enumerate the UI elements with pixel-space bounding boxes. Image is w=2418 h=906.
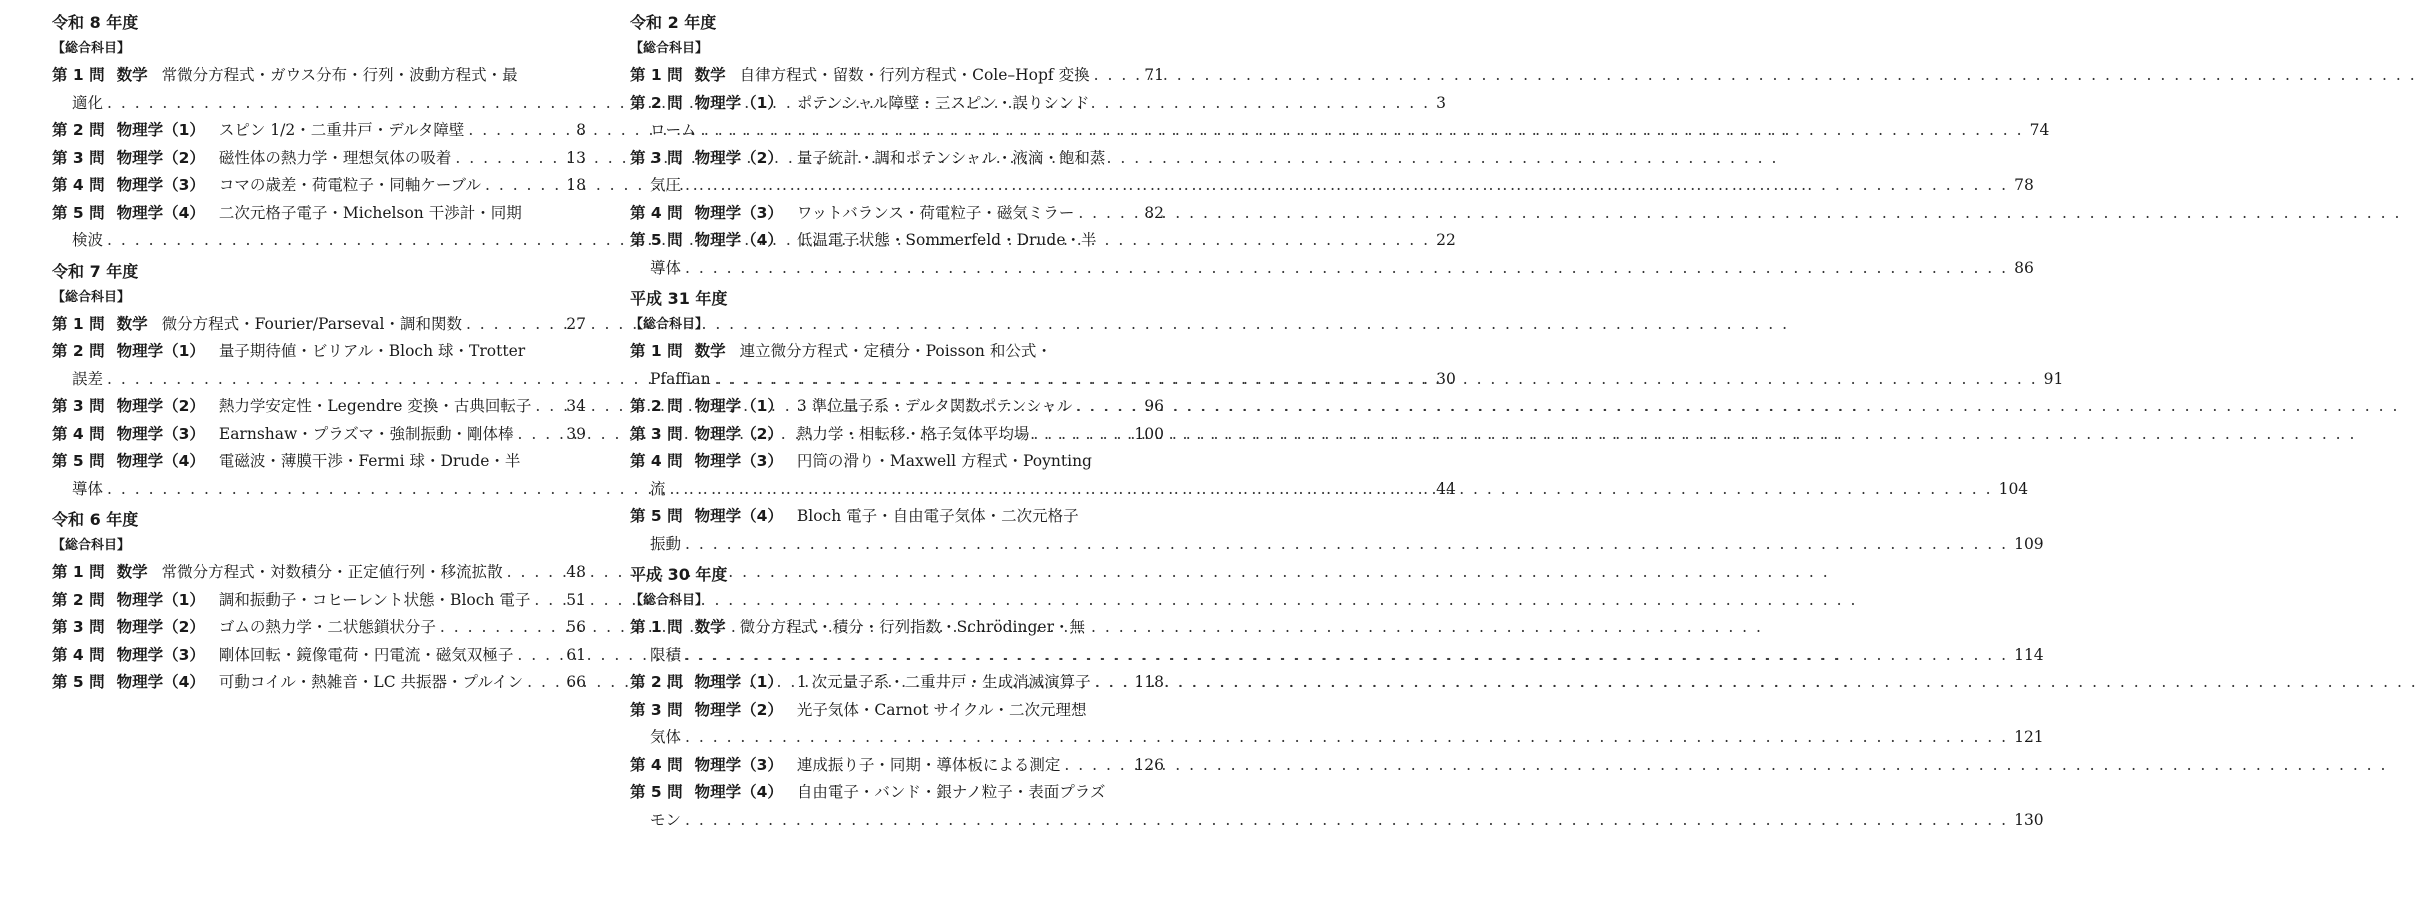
topic-text: 3 準位量子系・デルタ関数ポテンシャル	[796, 397, 1073, 415]
toc-entry-continuation	[630, 531, 2044, 559]
page-number: 8	[576, 121, 586, 139]
toc-entry-line	[630, 697, 1164, 725]
year-heading: 平成 31 年度	[630, 289, 728, 308]
toc-entry-line	[52, 145, 586, 173]
topic-text: スピン 1/2・二重井戸・デルタ障壁	[218, 121, 465, 139]
toc-entry-line	[52, 338, 586, 366]
page-number: 104	[1998, 479, 2029, 498]
toc-entry[interactable]	[52, 145, 586, 173]
topic-text: 調和振動子・コヒーレント状態・Bloch 電子	[218, 590, 531, 609]
question-number: 第 4 問	[52, 424, 105, 443]
topic-text: ワットバランス・荷電粒子・磁気ミラー	[796, 203, 1075, 222]
year-heading: 令和 8 年度	[52, 13, 139, 32]
dot-leader	[517, 642, 560, 670]
dot-leader	[1078, 200, 1138, 228]
toc-entry[interactable]	[52, 172, 586, 200]
toc-entry[interactable]	[52, 669, 586, 697]
toc-entry-continuation	[630, 117, 2050, 145]
toc-entry-line	[52, 62, 586, 90]
toc-entry-continuation	[630, 724, 2044, 752]
question-number: 第 3 問	[52, 397, 105, 415]
question-number: 第 1 問	[52, 563, 105, 581]
field-label: 物理学（4）	[694, 507, 783, 525]
toc-entry-line	[630, 503, 1164, 531]
dot-leader	[507, 559, 561, 587]
topic-continuation: ローム	[650, 121, 697, 139]
field-label: 数学	[694, 342, 726, 360]
toc-entry[interactable]	[630, 200, 1164, 228]
field-label: 物理学（2）	[694, 700, 783, 719]
topic-continuation: 気圧	[650, 176, 682, 194]
toc-entry[interactable]	[52, 614, 586, 642]
dot-leader	[685, 807, 2008, 835]
question-number: 第 4 問	[630, 452, 683, 470]
field-label: 物理学（3）	[694, 755, 783, 774]
field-label: 物理学（1）	[694, 397, 783, 415]
topic-continuation: Pfaffian	[650, 369, 711, 388]
toc-entry[interactable]	[630, 62, 1164, 90]
page-number: 30	[1436, 369, 1456, 388]
field-label: 数学	[116, 563, 148, 581]
field-label: 物理学（4）	[116, 203, 205, 222]
topic-text: 磁性体の熱力学・理想気体の吸着	[218, 148, 452, 167]
question-number: 第 4 問	[630, 203, 683, 222]
field-label: 物理学（3）	[694, 452, 783, 470]
page-number: 126	[1134, 755, 1164, 774]
field-label: 物理学（2）	[116, 618, 205, 636]
toc-entry-line	[52, 117, 586, 145]
field-label: 物理学（4）	[694, 231, 783, 249]
topic-continuation: 限積	[650, 645, 682, 664]
dot-leader	[685, 172, 2008, 200]
toc-entry-line	[52, 172, 586, 200]
field-label: 数学	[694, 66, 726, 84]
page-number: 66	[566, 673, 586, 691]
dot-leader	[670, 476, 1993, 504]
field-label: 物理学（1）	[116, 121, 205, 139]
toc-entry[interactable]	[52, 421, 586, 449]
year-heading: 令和 6 年度	[52, 510, 139, 529]
toc-entry-line	[630, 62, 1164, 90]
question-number: 第 3 問	[630, 148, 683, 167]
dot-leader	[685, 642, 2008, 670]
topic-text: 連立微分方程式・定積分・Poisson 和公式・	[739, 342, 1052, 360]
topic-text: 二次元格子電子・Michelson 干渉計・同期	[218, 203, 522, 222]
topic-continuation: 誤差	[72, 369, 104, 388]
page-number: 74	[2029, 121, 2050, 139]
page-number: 34	[566, 397, 586, 415]
dot-leader	[518, 421, 561, 449]
topic-text: 連成振り子・同期・導体板による測定	[796, 755, 1061, 774]
question-number: 第 5 問	[630, 783, 683, 801]
toc-entry-line	[52, 614, 586, 642]
page-number: 56	[566, 618, 586, 636]
page-number: 96	[1144, 397, 1164, 415]
dot-leader	[685, 255, 2008, 283]
topic-continuation: 導体	[650, 258, 682, 277]
page-number: 22	[1436, 231, 1456, 249]
toc-entry[interactable]	[52, 642, 586, 670]
topic-text: 熱力学・相転移・格子気体平均場	[796, 424, 1030, 443]
topic-continuation: 導体	[72, 479, 104, 498]
topic-text: 自由電子・バンド・銀ナノ粒子・表面プラズ	[796, 783, 1106, 801]
question-number: 第 1 問	[630, 66, 683, 84]
dot-leader	[485, 172, 560, 200]
topic-text: 自律方程式・留数・行列方程式・Cole–Hopf 変換	[739, 66, 1090, 84]
field-label: 物理学（3）	[694, 203, 783, 222]
page-number: 39	[566, 424, 586, 443]
toc-entry-continuation	[630, 255, 2034, 283]
page-number: 78	[2014, 176, 2034, 194]
toc-entry[interactable]	[630, 145, 2034, 200]
topic-text: 常微分方程式・ガウス分布・行列・波動方程式・最	[161, 66, 518, 84]
toc-entry-line	[630, 90, 1164, 118]
topic-text: Earnshaw・プラズマ・強制振動・剛体棒	[218, 424, 514, 443]
question-number: 第 1 問	[630, 618, 683, 636]
dot-leader	[534, 587, 560, 615]
toc-entry-line	[630, 614, 1164, 642]
topic-text: 量子期待値・ビリアル・Bloch 球・Trotter	[218, 342, 526, 360]
topic-text: 円筒の滑り・Maxwell 方程式・Poynting	[796, 452, 1092, 470]
topic-continuation: 気体	[650, 728, 682, 746]
dot-leader	[527, 669, 560, 697]
field-label: 数学	[116, 66, 148, 84]
question-number: 第 5 問	[630, 231, 683, 249]
toc-entry-line	[630, 779, 1164, 807]
question-number: 第 5 問	[52, 203, 105, 222]
subject-label: 【総合科目】	[630, 41, 709, 56]
page-number: 51	[566, 590, 586, 609]
question-number: 第 1 問	[52, 66, 105, 84]
question-number: 第 1 問	[630, 342, 683, 360]
question-number: 第 2 問	[630, 93, 683, 112]
topic-text: 電磁波・薄膜干渉・Fermi 球・Drude・半	[218, 452, 521, 470]
field-label: 物理学（2）	[116, 148, 205, 167]
toc-entry[interactable]	[630, 779, 2044, 834]
question-number: 第 2 問	[52, 590, 105, 609]
page-number: 3	[1436, 93, 1446, 112]
field-label: 物理学（1）	[116, 590, 205, 609]
field-label: 数学	[694, 618, 726, 636]
question-number: 第 5 問	[630, 507, 683, 525]
topic-continuation: 振動	[650, 534, 682, 553]
subject-label: 【総合科目】	[52, 41, 131, 56]
toc-entry-line	[52, 642, 586, 670]
topic-continuation: モン	[650, 810, 682, 829]
dot-leader	[466, 311, 560, 339]
question-number: 第 5 問	[52, 673, 105, 691]
field-label: 物理学（3）	[116, 176, 205, 194]
toc-entry-line	[630, 669, 1164, 697]
toc-entry-line	[52, 559, 586, 587]
toc-entry[interactable]	[630, 421, 1164, 449]
toc-entry[interactable]	[630, 752, 1164, 780]
subject-label: 【総合科目】	[630, 317, 709, 332]
field-label: 物理学（3）	[116, 645, 205, 664]
topic-continuation: 適化	[72, 93, 104, 112]
question-number: 第 1 問	[52, 314, 105, 333]
topic-text: 光子気体・Carnot サイクル・二次元理想	[796, 700, 1087, 719]
topic-text: コマの歳差・荷電粒子・同軸ケーブル	[218, 176, 481, 194]
toc-entry-continuation	[630, 172, 2034, 200]
page-number: 61	[566, 645, 586, 664]
toc-entry-line	[52, 421, 586, 449]
dot-leader	[715, 366, 2038, 394]
year-heading: 平成 30 年度	[630, 565, 728, 584]
toc-entry-line	[630, 393, 1164, 421]
toc-entry[interactable]	[52, 117, 586, 145]
topic-text: 低温電子状態・Sommerfeld・Drude・半	[796, 231, 1097, 249]
toc-entry-line	[630, 338, 1164, 366]
dot-leader	[1094, 62, 1139, 90]
toc-entry[interactable]	[630, 393, 1164, 421]
dot-leader	[440, 614, 560, 642]
field-label: 物理学（4）	[116, 673, 205, 691]
field-label: 物理学（1）	[694, 93, 783, 112]
dot-leader	[685, 724, 2008, 752]
subject-label: 【総合科目】	[52, 289, 131, 305]
toc-entry-line	[630, 227, 1164, 255]
question-number: 第 2 問	[52, 342, 105, 360]
toc-entry-continuation	[630, 642, 2044, 670]
dot-leader	[1076, 393, 1138, 421]
page-number: 109	[2014, 534, 2044, 553]
toc-entry-line	[630, 145, 1164, 173]
page-number: 121	[2014, 728, 2044, 746]
field-label: 数学	[116, 314, 148, 333]
toc-entry-line	[630, 421, 1164, 449]
page-number: 71	[1144, 66, 1164, 84]
topic-text: ポテンシャル障壁・三スピン・誤りシンド	[796, 93, 1090, 112]
field-label: 物理学（3）	[116, 424, 205, 443]
subject-label: 【総合科目】	[52, 538, 131, 553]
question-number: 第 4 問	[52, 645, 105, 664]
question-number: 第 4 問	[52, 176, 105, 194]
toc-entry[interactable]	[630, 90, 2050, 145]
topic-text: Bloch 電子・自由電子気体・二次元格子	[796, 507, 1079, 525]
page-number: 13	[566, 148, 586, 167]
toc-entry-line	[52, 200, 586, 228]
question-number: 第 2 問	[630, 397, 683, 415]
dot-leader	[1095, 669, 1129, 697]
toc-entry-line	[630, 448, 1164, 476]
field-label: 物理学（2）	[116, 397, 205, 415]
toc-entry[interactable]	[52, 559, 586, 587]
page-number: 114	[2014, 645, 2044, 664]
field-label: 物理学（4）	[694, 783, 783, 801]
dot-leader	[1064, 752, 1128, 780]
question-number: 第 3 問	[52, 618, 105, 636]
dot-leader	[685, 531, 2008, 559]
toc-entry[interactable]	[630, 669, 1164, 697]
question-number: 第 4 問	[630, 755, 683, 774]
topic-text: 可動コイル・熱雑音・LC 共振器・プルイン	[218, 673, 524, 691]
field-label: 物理学（4）	[116, 452, 205, 470]
toc-entry[interactable]	[630, 614, 2044, 669]
page-number: 44	[1436, 479, 1456, 498]
page-number: 100	[1134, 424, 1164, 443]
topic-text: 量子統計・調和ポテンシャル・液滴・飽和蒸	[796, 148, 1106, 167]
dot-leader	[455, 145, 560, 173]
question-number: 第 3 問	[52, 148, 105, 167]
page-number: 27	[566, 314, 586, 333]
field-label: 物理学（2）	[694, 148, 783, 167]
toc-entry[interactable]	[630, 503, 2044, 558]
toc-entry[interactable]	[52, 393, 586, 421]
page-number: 118	[1134, 673, 1164, 691]
dot-leader	[535, 393, 560, 421]
field-label: 物理学（2）	[694, 424, 783, 443]
toc-entry-continuation	[630, 807, 2044, 835]
dot-leader	[468, 117, 570, 145]
page-number: 91	[2043, 369, 2064, 388]
toc-entry-line	[52, 393, 586, 421]
toc-entry[interactable]	[52, 587, 586, 615]
topic-continuation: 流	[650, 479, 666, 498]
topic-text: 微分方程式・積分・行列指数・Schrödinger・無	[739, 618, 1085, 636]
toc-entry-line	[630, 752, 1164, 780]
question-number: 第 3 問	[630, 700, 683, 719]
year-heading: 令和 7 年度	[52, 261, 139, 281]
topic-text: 1 次元量子系・二重井戸・生成消滅演算子	[796, 673, 1091, 691]
question-number: 第 2 問	[630, 673, 683, 691]
toc-entry-line	[52, 448, 586, 476]
question-number: 第 5 問	[52, 452, 105, 470]
toc-entry-line	[52, 587, 586, 615]
toc-entry[interactable]	[630, 697, 2044, 752]
toc-entry[interactable]	[52, 311, 586, 339]
page-number: 130	[2014, 810, 2044, 829]
field-label: 物理学（1）	[116, 342, 205, 360]
question-number: 第 2 問	[52, 121, 105, 139]
topic-text: 熱力学安定性・Legendre 変換・古典回転子	[218, 397, 532, 415]
question-number: 第 3 問	[630, 424, 683, 443]
toc-entry-line	[52, 311, 586, 339]
topic-text: 剛体回転・鏡像電荷・円電流・磁気双極子	[218, 645, 514, 664]
page-number: 48	[566, 563, 586, 581]
toc-entry-line	[52, 669, 586, 697]
toc-entry-continuation	[52, 476, 1456, 504]
subject-label: 【総合科目】	[630, 593, 709, 608]
year-heading: 令和 2 年度	[630, 13, 717, 32]
topic-text: ゴムの熱力学・二状態鎖状分子	[218, 618, 436, 636]
toc-entry-line	[630, 200, 1164, 228]
page-number: 82	[1144, 203, 1164, 222]
page-number: 18	[566, 176, 586, 194]
dot-leader	[1033, 421, 1128, 449]
topic-text: 常微分方程式・対数積分・正定値行列・移流拡散	[161, 563, 503, 581]
topic-continuation: 検波	[72, 231, 104, 249]
field-label: 物理学（1）	[694, 673, 783, 691]
page-number: 86	[2014, 258, 2034, 277]
dot-leader	[701, 117, 2024, 145]
topic-text: 微分方程式・Fourier/Parseval・調和関数	[161, 314, 462, 333]
